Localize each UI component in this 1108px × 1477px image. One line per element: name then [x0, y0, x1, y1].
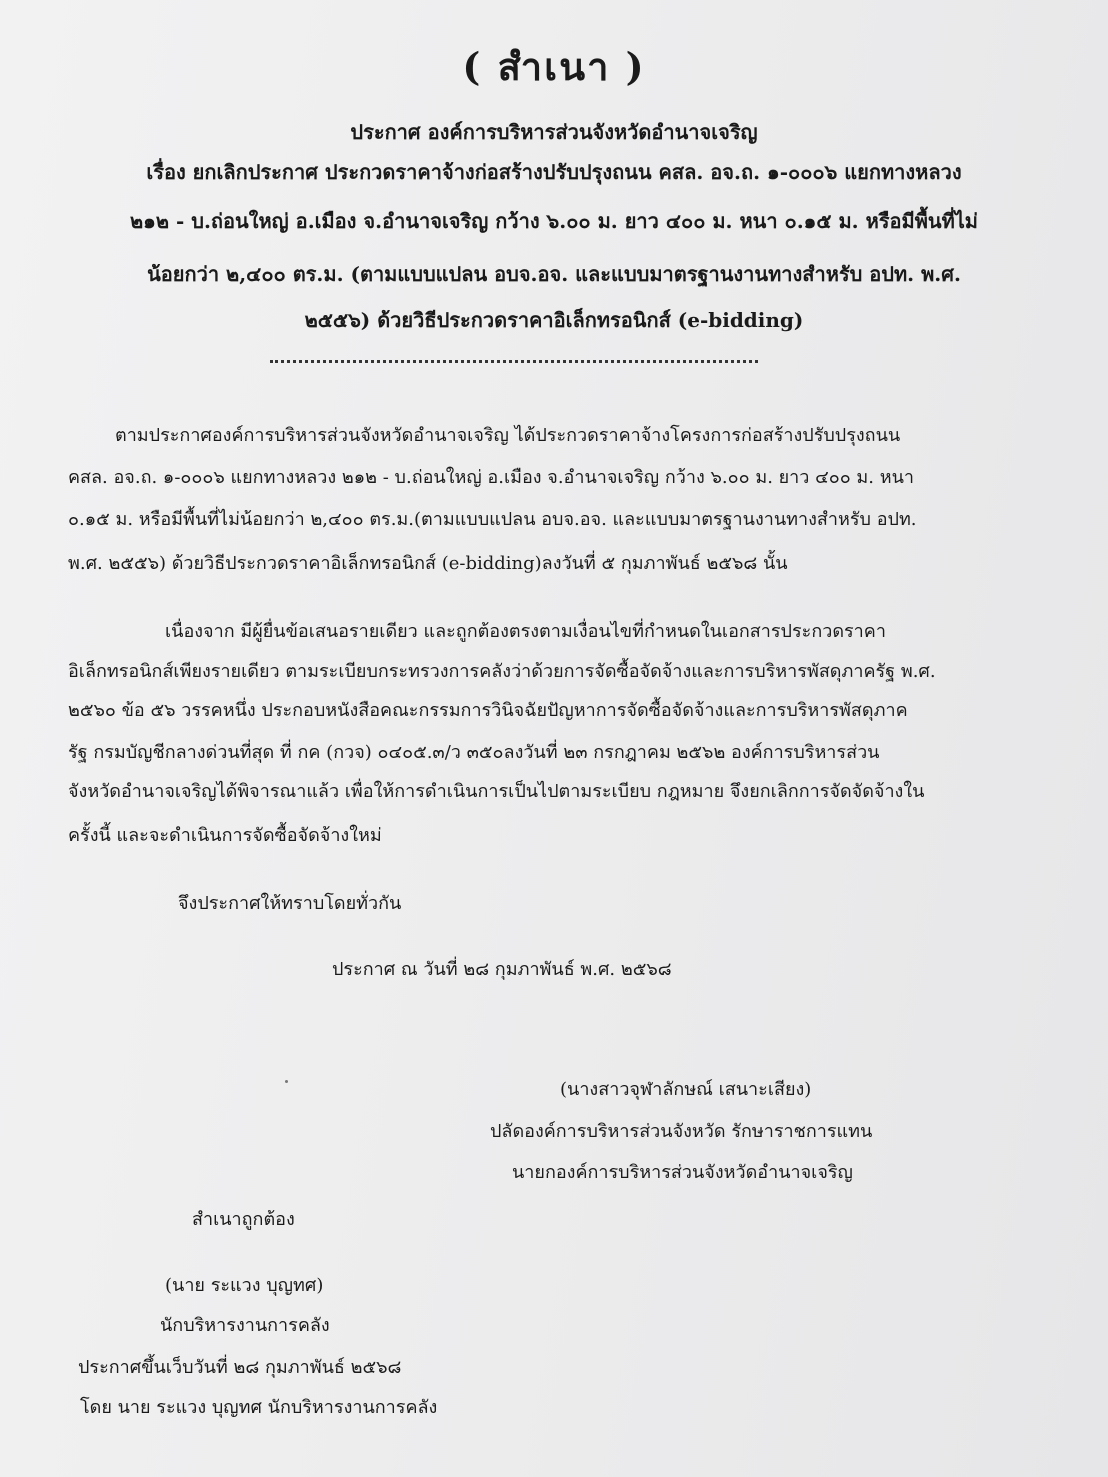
dotted-separator [270, 360, 758, 363]
certifier-position: นักบริหารงานการคลัง [160, 1315, 330, 1336]
copy-mark: ( สำเนา ) [462, 44, 646, 89]
notice-line: จึงประกาศให้ทราบโดยทั่วกัน [178, 893, 402, 914]
signatory-position-1: ปลัดองค์การบริหารส่วนจังหวัด รักษาราชการแทน [490, 1121, 873, 1142]
certifier-name: (นาย ระแวง บุญทศ) [165, 1275, 324, 1296]
paragraph-1-line-2: คสล. อจ.ถ. ๑-๐๐๐๖ แยกทางหลวง ๒๑๒ - บ.ถ่อนใหญ่ อ.เมือง จ.อำนาจเจริญ กว้าง ๖.๐๐ ม. ยาว ๔๐๐ ม. หนา [68, 467, 915, 488]
paragraph-1-line-4: พ.ศ. ๒๕๕๖) ด้วยวิธีประกวดราคาอิเล็กทรอนิกส์ (e-bidding)ลงวันที่ ๕ กุมภาพันธ์ ๒๕๖๘ นั้น [68, 553, 788, 574]
paragraph-2-line-4: รัฐ กรมบัญชีกลางด่วนที่สุด ที่ กค (กวจ) ๐๔๐๕.๓/ว ๓๕๐ลงวันที่ ๒๓ กรกฎาคม ๒๕๖๒ องค์การบริหารส่วน [68, 742, 880, 763]
subject-line-1: เรื่อง ยกเลิกประกาศ ประกวดราคาจ้างก่อสร้างปรับปรุงถนน คสล. อจ.ถ. ๑-๐๐๐๖ แยกทางหลวง [146, 160, 962, 184]
announcement-date: ประกาศ ณ วันที่ ๒๘ กุมภาพันธ์ พ.ศ. ๒๕๖๘ [332, 959, 672, 980]
paragraph-1-line-3: ๐.๑๕ ม. หรือมีพื้นที่ไม่น้อยกว่า ๒,๔๐๐ ตร.ม.(ตามแบบแปลน อบจ.อจ. และแบบมาตรฐานงานทางสำหรับ อปท. [68, 509, 917, 530]
paragraph-2-line-3: ๒๕๖๐ ข้อ ๕๖ วรรคหนึ่ง ประกอบหนังสือคณะกรรมการวินิจฉัยปัญหาการจัดซื้อจัดจ้างและการบริหารพัสดุภาค [68, 700, 908, 721]
posted-by: โดย นาย ระแวง บุญทศ นักบริหารงานการคลัง [80, 1397, 438, 1418]
signatory-position-2: นายกองค์การบริหารส่วนจังหวัดอำนาจเจริญ [512, 1162, 853, 1183]
web-posting-date: ประกาศขึ้นเว็บวันที่ ๒๘ กุมภาพันธ์ ๒๕๖๘ [78, 1357, 402, 1378]
paragraph-2-line-2: อิเล็กทรอนิกส์เพียงรายเดียว ตามระเบียบกระทรวงการคลังว่าด้วยการจัดซื้อจัดจ้างและการบริหารพัสดุภาครัฐ พ.ศ. [68, 661, 936, 682]
paper-speck [285, 1080, 288, 1083]
subject-line-4: ๒๕๕๖) ด้วยวิธีประกวดราคาอิเล็กทรอนิกส์ (e-bidding) [304, 308, 804, 332]
signatory-name: (นางสาวจุฬาลักษณ์ เสนาะเสียง) [560, 1079, 812, 1100]
subject-line-3: น้อยกว่า ๒,๔๐๐ ตร.ม. (ตามแบบแปลน อบจ.อจ. และแบบมาตรฐานงานทางสำหรับ อปท. พ.ศ. [147, 262, 961, 286]
paragraph-2-line-6: ครั้งนี้ และจะดำเนินการจัดซื้อจัดจ้างใหม่ [68, 825, 382, 846]
certified-copy-label: สำเนาถูกต้อง [192, 1209, 295, 1230]
paragraph-2-line-1: เนื่องจาก มีผู้ยื่นข้อเสนอรายเดียว และถูกต้องตรงตามเงื่อนไขที่กำหนดในเอกสารประกวดราคา [165, 621, 886, 642]
announcement-title: ประกาศ องค์การบริหารส่วนจังหวัดอำนาจเจริญ [350, 120, 758, 144]
paragraph-2-line-5: จังหวัดอำนาจเจริญได้พิจารณาแล้ว เพื่อให้การดำเนินการเป็นไปตามระเบียบ กฎหมาย จึงยกเลิกการจัดจัดจ้างใน [68, 781, 925, 802]
subject-line-2: ๒๑๒ - บ.ถ่อนใหญ่ อ.เมือง จ.อำนาจเจริญ กว้าง ๖.๐๐ ม. ยาว ๔๐๐ ม. หนา ๐.๑๕ ม. หรือมีพื้นที่ไม่ [129, 209, 978, 233]
paragraph-1-line-1: ตามประกาศองค์การบริหารส่วนจังหวัดอำนาจเจริญ ได้ประกวดราคาจ้างโครงการก่อสร้างปรับปรุงถนน [115, 425, 901, 446]
